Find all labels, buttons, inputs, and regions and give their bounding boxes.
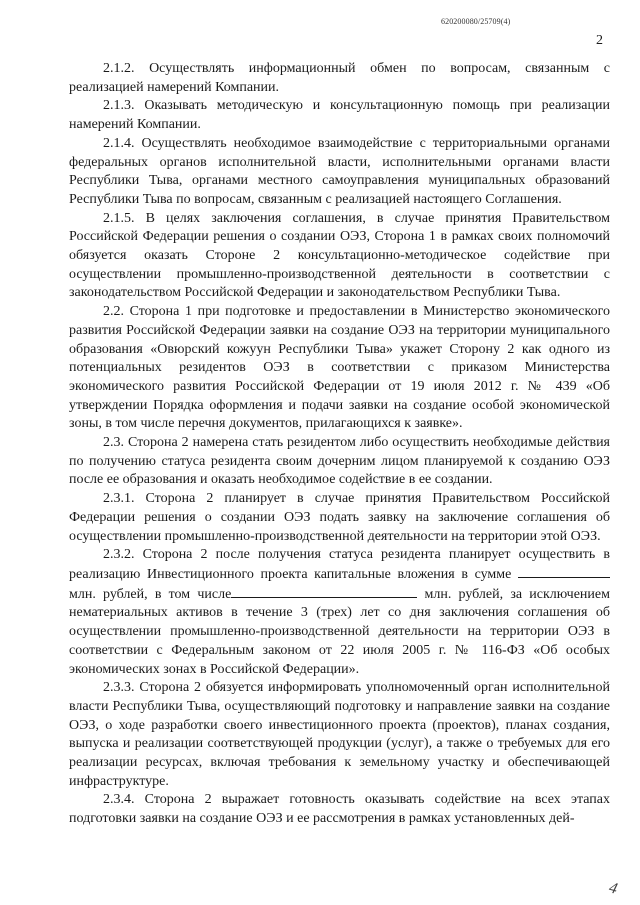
paragraph-2-3-3: 2.3.3. Сторона 2 обязуется информировать уполномоченный орган исполнительной власти Республики Тыва, осуществляющий подготовку и направление заявки на создание ОЭЗ, о ходе разработки своего инвестиционного проекта (проектов), планах создания, выпуска и реализации соответствующей продукции (услуг), а также о требуемых для его реализации ресурсах, включая требования к земельному участку и обеспечивающей инфраструктуре. [69, 680, 610, 789]
paragraph-2-1-2: 2.1.2. Осуществлять информационный обмен по вопросам, связанным с реализацией намерений Компании. [69, 61, 610, 95]
paragraph-2-3-2 [69, 546, 610, 679]
paragraph-2-1-4: 2.1.4. Осуществлять необходимое взаимодействие с территориальными органами федеральных органов исполнительной власти, исполнительными органами власти Республики Тыва, органами местного самоуправления муниципальных образований Республики Тыва по вопросам, связанным с реализацией настоящего Соглашения. [69, 135, 610, 207]
paragraph-2-3: 2.3. Сторона 2 намерена стать резидентом либо осуществить необходимые действия по получению статуса резидента своим дочерним лицом планируемой к созданию ОЭЗ после ее образования и оказать необходимое содействие в ее создании. [69, 435, 610, 488]
page-number: 2 [596, 33, 603, 48]
amount-blank-total [518, 565, 610, 578]
paragraph-2-1-3: 2.1.3. Оказывать методическую и консультационную помощь при реализации намерений Компании. [69, 98, 610, 133]
document-code: 620200080/25709(4) [441, 17, 511, 26]
paragraph-2-3-2-part-b: млн. рублей, в том числе [69, 586, 232, 602]
paragraph-2-1-5: 2.1.5. В целях заключения соглашения, в случае принятия Правительством Российской Федерации решения о создании ОЭЗ, Сторона 1 в рамках своих полномочий обязуется оказать Стороне 2 консультационно-методическое содействие при осуществлении промышленно-производственной деятельности в соответствии с законодательством Российской Федерации и законодательством Республики Тыва. [69, 210, 610, 301]
handwritten-initial-mark: 4 [607, 879, 620, 898]
paragraph-2-3-2-part-c: млн. рублей, за исключением нематериальных активов в течение 3 (трех) лет со дня заключения соглашения об осуществлении промышленно-производственной деятельности на территории ОЭЗ в соответствии с Федеральным законом от 22 июля 2005 г. № 116-ФЗ «Об особых экономических зонах в Российской Федерации». [69, 586, 610, 677]
amount-blank-partial [231, 585, 417, 598]
paragraph-2-3-2-part-a: 2.3.2. Сторона 2 после получения статуса резидента планирует осуществить в реализацию Инвестиционного проекта капитальные вложения в сумме [69, 547, 610, 582]
document-body [69, 60, 610, 829]
paragraph-2-3-4: 2.3.4. Сторона 2 выражает готовность оказывать содействие на всех этапах подготовки заявки на создание ОЭЗ и ее рассмотрения в рамках установленных дей- [69, 792, 610, 827]
paragraph-2-3-1: 2.3.1. Сторона 2 планирует в случае принятия Правительством Российской Федерации решения о создании ОЭЗ подать заявку на заключение соглашения об осуществлении промышленно-производственной деятельности на территории этой ОЭЗ. [69, 491, 610, 544]
paragraph-2-2: 2.2. Сторона 1 при подготовке и предоставлении в Министерство экономического развития Российской Федерации заявки на создание ОЭЗ на территории муниципального образования «Овюрский кожуун Республики Тыва» укажет Сторону 2 как одного из потенциальных резидентов ОЭЗ в соответствии с приказом Министерства экономического развития Российской Федерации от 19 июля 2012 г. № 439 «Об утверждении Порядка оформления и подачи заявки на создание особой экономической зоны, в том числе перечня документов, прилагающихся к заявке». [69, 304, 610, 432]
